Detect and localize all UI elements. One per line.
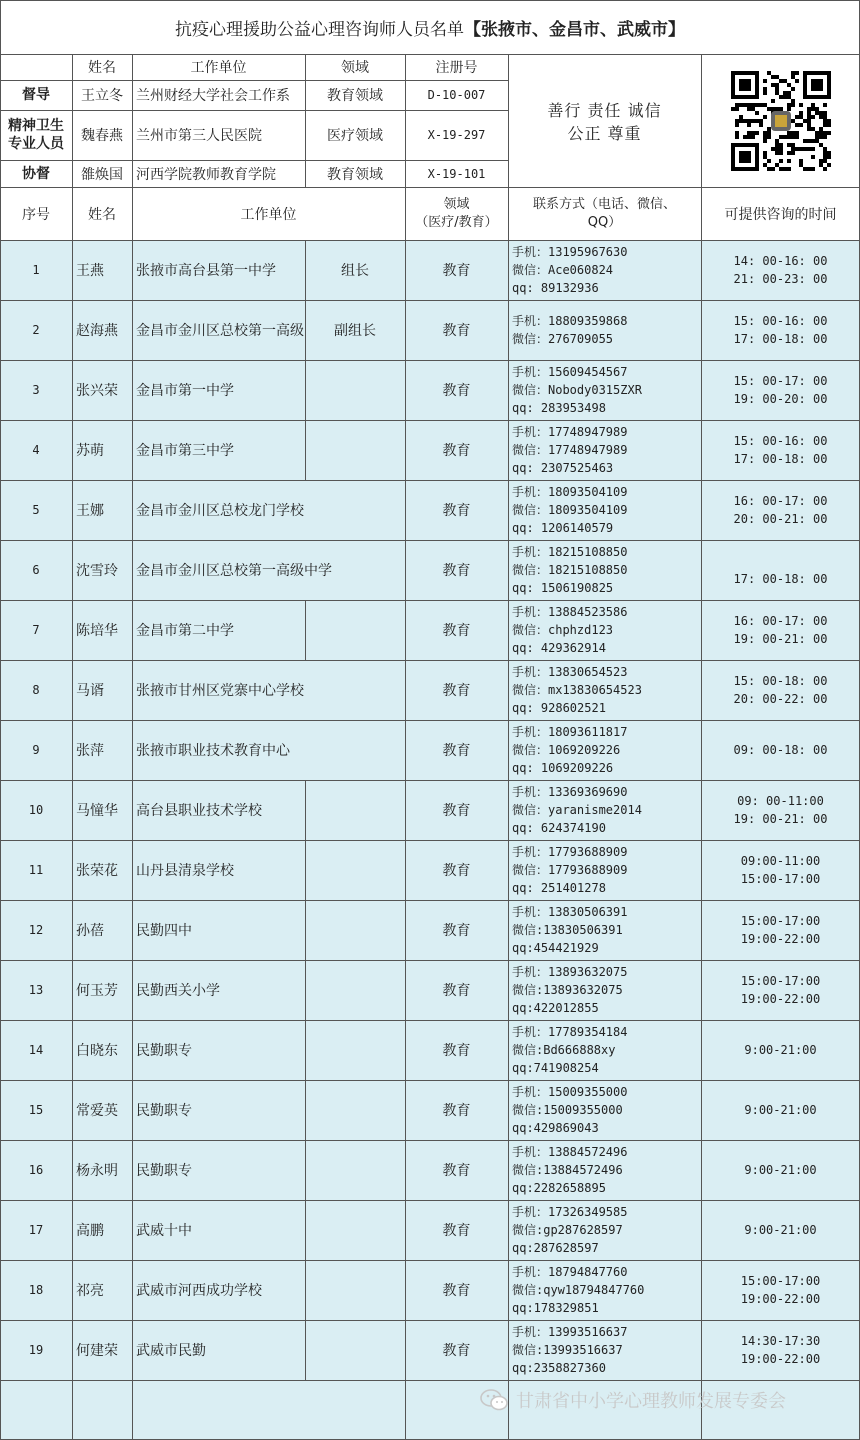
row-seq: 10 <box>28 803 44 817</box>
row-org: 金昌市金川区总校第一高级 <box>136 323 304 339</box>
v-line <box>305 1080 306 1140</box>
row-time: 15: 00-17: 00 19: 00-20: 00 <box>733 374 828 406</box>
motto <box>508 54 701 187</box>
list-header-name: 姓名 <box>88 206 116 223</box>
row-org: 武威市民勤 <box>136 1343 206 1359</box>
row-org: 金昌市第三中学 <box>136 443 234 459</box>
row-field: 教育 <box>442 1223 471 1239</box>
leader-name: 雒焕国 <box>81 166 123 183</box>
row-contact: 手机：13884523586 微信：chphzd123 qq: 429362914 <box>512 605 628 655</box>
row-name: 赵海燕 <box>76 323 118 339</box>
row-time: 9:00-21:00 <box>744 1103 817 1117</box>
row-org: 金昌市第一中学 <box>136 383 234 399</box>
row-field: 教育 <box>442 1343 471 1359</box>
row-seq: 6 <box>32 563 40 577</box>
row-org: 金昌市金川区总校龙门学校 <box>136 503 304 519</box>
watermark <box>480 1386 786 1414</box>
row-time: 15: 00-16: 00 17: 00-18: 00 <box>733 434 828 466</box>
leader-org: 河西学院教师教育学院 <box>136 166 276 183</box>
row-org: 民勤西关小学 <box>136 983 220 999</box>
row-seq: 2 <box>32 323 40 337</box>
row-name: 张荣花 <box>76 863 118 879</box>
row-org: 张掖市甘州区党寨中心学校 <box>136 683 304 699</box>
leader-field: 医疗领域 <box>327 128 383 144</box>
row-time: 14: 00-16: 00 21: 00-23: 00 <box>733 254 828 286</box>
leader-name: 王立冬 <box>81 88 123 104</box>
v-line <box>305 54 306 187</box>
row-contact: 手机：15009355000 微信:15009355000 qq:429869043 <box>512 1085 628 1135</box>
row-seq: 3 <box>32 383 40 397</box>
row-contact: 手机：15609454567 微信：Nobody0315ZXR qq: 283953498 <box>512 365 642 415</box>
row-field: 教育 <box>442 983 471 999</box>
row-name: 杨永明 <box>76 1163 118 1179</box>
row-field: 教育 <box>442 683 471 699</box>
h-line <box>0 0 860 1</box>
row-contact: 手机：17789354184 微信:Bd666888xy qq:741908254 <box>512 1025 628 1075</box>
h-line <box>0 1320 860 1321</box>
row-seq: 12 <box>28 923 44 937</box>
row-org: 高台县职业技术学校 <box>136 803 262 819</box>
row-time: 14:30-17:30 19:00-22:00 <box>740 1334 821 1366</box>
h-line <box>0 540 860 541</box>
row-seq: 13 <box>28 983 44 997</box>
row-contact: 手机：13830506391 微信:13830506391 qq:454421929 <box>512 905 628 955</box>
h-line <box>0 1020 860 1021</box>
leader-name: 魏春燕 <box>81 128 123 144</box>
row-seq: 8 <box>32 683 40 697</box>
row-field: 教育 <box>442 863 471 879</box>
row-time: 16: 00-17: 00 20: 00-21: 00 <box>733 494 828 526</box>
v-line <box>305 1260 306 1320</box>
v-line <box>305 780 306 840</box>
v-line <box>0 0 1 1440</box>
h-line <box>0 900 860 901</box>
row-seq: 9 <box>32 743 40 757</box>
row-name: 王娜 <box>76 503 104 519</box>
row-seq: 18 <box>28 1283 44 1297</box>
v-line <box>305 600 306 660</box>
row-time: 17: 00-18: 00 <box>733 572 828 586</box>
row-time: 15:00-17:00 19:00-22:00 <box>740 914 821 946</box>
row-time: 09: 00-18: 00 <box>733 743 828 757</box>
row-name: 何建荣 <box>76 1343 118 1359</box>
h-line <box>0 1080 860 1081</box>
qr-code-graphic <box>731 71 831 171</box>
row-contact: 手机：13993516637 微信:13993516637 qq:2358827360 <box>512 1325 628 1375</box>
v-line <box>405 54 406 1440</box>
row-field: 教育 <box>442 923 471 939</box>
row-name: 常爱英 <box>76 1103 118 1119</box>
v-line <box>305 240 306 300</box>
row-seq: 4 <box>32 443 40 457</box>
h-line <box>0 600 860 601</box>
v-line <box>305 1320 306 1380</box>
row-org: 民勤职专 <box>136 1043 192 1059</box>
row-contact: 手机：18093504109 微信：18093504109 qq: 1206140579 <box>512 485 628 535</box>
h-line <box>0 240 860 241</box>
leader-org: 兰州市第三人民医院 <box>136 128 262 144</box>
row-seq: 11 <box>28 863 44 877</box>
row-position: 组长 <box>341 263 369 279</box>
row-time: 09: 00-11:00 19: 00-21: 00 <box>733 794 828 826</box>
title-main: 抗疫心理援助公益心理咨询师人员名单 <box>175 19 464 40</box>
list-header-seq: 序号 <box>22 206 50 223</box>
row-time: 09:00-11:00 15:00-17:00 <box>740 854 821 886</box>
leader-field: 教育领域 <box>327 166 383 183</box>
row-contact: 手机：13830654523 微信：mx13830654523 qq: 928602521 <box>512 665 642 715</box>
row-contact: 手机：17793688909 微信：17793688909 qq: 251401278 <box>512 845 628 895</box>
row-contact: 手机：17748947989 微信：17748947989 qq: 2307525463 <box>512 425 628 475</box>
v-line <box>305 900 306 960</box>
row-org: 张掖市高台县第一中学 <box>136 263 276 279</box>
row-field: 教育 <box>442 743 471 759</box>
leader-reg: X-19-297 <box>427 128 486 142</box>
row-org: 山丹县清泉学校 <box>136 863 234 879</box>
row-time: 9:00-21:00 <box>744 1223 817 1237</box>
row-seq: 19 <box>28 1343 44 1357</box>
row-contact: 手机：13369369690 微信：yaranisme2014 qq: 624374190 <box>512 785 642 835</box>
h-line <box>0 1260 860 1261</box>
v-line <box>305 420 306 480</box>
top-header-org: 工作单位 <box>190 60 247 76</box>
row-seq: 7 <box>32 623 40 637</box>
row-position: 副组长 <box>334 323 376 339</box>
row-seq: 1 <box>32 263 40 277</box>
row-contact: 手机：18809359868 微信：276709055 <box>512 314 628 346</box>
row-time: 15:00-17:00 19:00-22:00 <box>740 974 821 1006</box>
title-region: 【张掖市、金昌市、武威市】 <box>464 19 685 40</box>
h-line <box>0 780 860 781</box>
leader-role: 精神卫生 专业人员 <box>8 118 64 152</box>
h-line <box>0 720 860 721</box>
row-contact: 手机：18215108850 微信：18215108850 qq: 1506190825 <box>512 545 628 595</box>
row-name: 王燕 <box>76 263 104 279</box>
row-seq: 16 <box>28 1163 44 1177</box>
v-line <box>305 1140 306 1200</box>
h-line <box>0 660 860 661</box>
v-line <box>508 54 509 1440</box>
h-line <box>0 187 860 188</box>
leader-role: 协督 <box>22 165 50 182</box>
row-name: 沈雪玲 <box>76 563 118 579</box>
row-field: 教育 <box>442 263 471 279</box>
leader-field: 教育领域 <box>327 88 383 104</box>
h-line <box>0 960 860 961</box>
row-field: 教育 <box>442 383 471 399</box>
h-line <box>0 360 860 361</box>
v-line <box>701 54 702 1440</box>
row-contact: 手机：18093611817 微信：1069209226 qq: 1069209226 <box>512 725 628 775</box>
row-name: 何玉芳 <box>76 983 118 999</box>
row-field: 教育 <box>442 1043 471 1059</box>
h-line <box>0 1200 860 1201</box>
h-line <box>0 420 860 421</box>
row-org: 武威十中 <box>136 1223 192 1239</box>
row-name: 孙蓓 <box>76 923 104 939</box>
list-header-contact: 联系方式（电话、微信、 QQ） <box>532 196 676 230</box>
row-time: 9:00-21:00 <box>744 1163 817 1177</box>
row-name: 马谞 <box>76 683 104 699</box>
top-header-field: 领域 <box>341 60 369 76</box>
row-time: 16: 00-17: 00 19: 00-21: 00 <box>733 614 828 646</box>
row-time: 15:00-17:00 19:00-22:00 <box>740 1274 821 1306</box>
watermark-text: 甘肃省中小学心理教师发展专委会 <box>516 1391 786 1412</box>
row-name: 张兴荣 <box>76 383 118 399</box>
row-name: 苏萌 <box>76 443 104 459</box>
row-org: 民勤四中 <box>136 923 192 939</box>
row-field: 教育 <box>442 563 471 579</box>
wechat-icon <box>480 1388 508 1412</box>
h-line <box>0 1380 860 1381</box>
leader-org: 兰州财经大学社会工作系 <box>136 88 290 104</box>
row-org: 民勤职专 <box>136 1103 192 1119</box>
h-line <box>0 1140 860 1141</box>
row-time: 15: 00-16: 00 17: 00-18: 00 <box>733 314 828 346</box>
leader-reg: D-10-007 <box>427 88 486 102</box>
v-line <box>305 1020 306 1080</box>
row-name: 马憧华 <box>76 803 118 819</box>
row-contact: 手机：17326349585 微信:gp287628597 qq:287628597 <box>512 1205 628 1255</box>
row-field: 教育 <box>442 623 471 639</box>
row-field: 教育 <box>442 323 471 339</box>
row-field: 教育 <box>442 503 471 519</box>
row-field: 教育 <box>442 1103 471 1119</box>
row-name: 张萍 <box>76 743 104 759</box>
row-field: 教育 <box>442 1283 471 1299</box>
v-line <box>305 300 306 360</box>
list-header-time: 可提供咨询的时间 <box>724 206 837 223</box>
row-org: 金昌市金川区总校第一高级中学 <box>136 563 332 579</box>
row-contact: 手机：18794847760 微信:qyw18794847760 qq:178329851 <box>512 1265 645 1315</box>
page-title <box>0 0 860 54</box>
row-contact: 手机：13884572496 微信:13884572496 qq:2282658895 <box>512 1145 628 1195</box>
row-contact: 手机：13195967630 微信：Ace060824 qq: 89132936 <box>512 245 628 295</box>
motto-line2: 公正 尊重 <box>567 123 642 143</box>
row-org: 武威市河西成功学校 <box>136 1283 262 1299</box>
row-field: 教育 <box>442 1163 471 1179</box>
v-line <box>72 54 73 1440</box>
top-header-reg: 注册号 <box>435 60 478 76</box>
row-seq: 17 <box>28 1223 44 1237</box>
row-field: 教育 <box>442 443 471 459</box>
qr-code-icon <box>701 54 860 187</box>
h-line <box>0 480 860 481</box>
v-line <box>132 54 133 1440</box>
h-line <box>0 300 860 301</box>
list-header-org: 工作单位 <box>240 206 297 223</box>
motto-line1: 善行 责任 诚信 <box>547 100 662 120</box>
row-name: 高鹏 <box>76 1223 104 1239</box>
row-seq: 14 <box>28 1043 44 1057</box>
v-line <box>305 960 306 1020</box>
row-field: 教育 <box>442 803 471 819</box>
top-header-name: 姓名 <box>88 60 116 76</box>
row-org: 金昌市第二中学 <box>136 623 234 639</box>
v-line <box>305 840 306 900</box>
row-seq: 15 <box>28 1103 44 1117</box>
leader-reg: X-19-101 <box>427 166 486 181</box>
row-org: 张掖市职业技术教育中心 <box>136 743 290 759</box>
v-line <box>305 360 306 420</box>
leader-role: 督导 <box>22 87 50 103</box>
row-org: 民勤职专 <box>136 1163 192 1179</box>
row-name: 祁亮 <box>76 1283 104 1299</box>
row-contact: 手机：13893632075 微信:13893632075 qq:422012855 <box>512 965 628 1015</box>
row-name: 白晓东 <box>76 1043 118 1059</box>
list-header-field: 领域 （医疗/教育） <box>415 196 498 230</box>
row-name: 陈培华 <box>76 623 118 639</box>
row-time: 9:00-21:00 <box>744 1043 817 1057</box>
row-seq: 5 <box>32 503 40 517</box>
h-line <box>0 840 860 841</box>
v-line <box>305 1200 306 1260</box>
row-time: 15: 00-18: 00 20: 00-22: 00 <box>733 674 828 706</box>
